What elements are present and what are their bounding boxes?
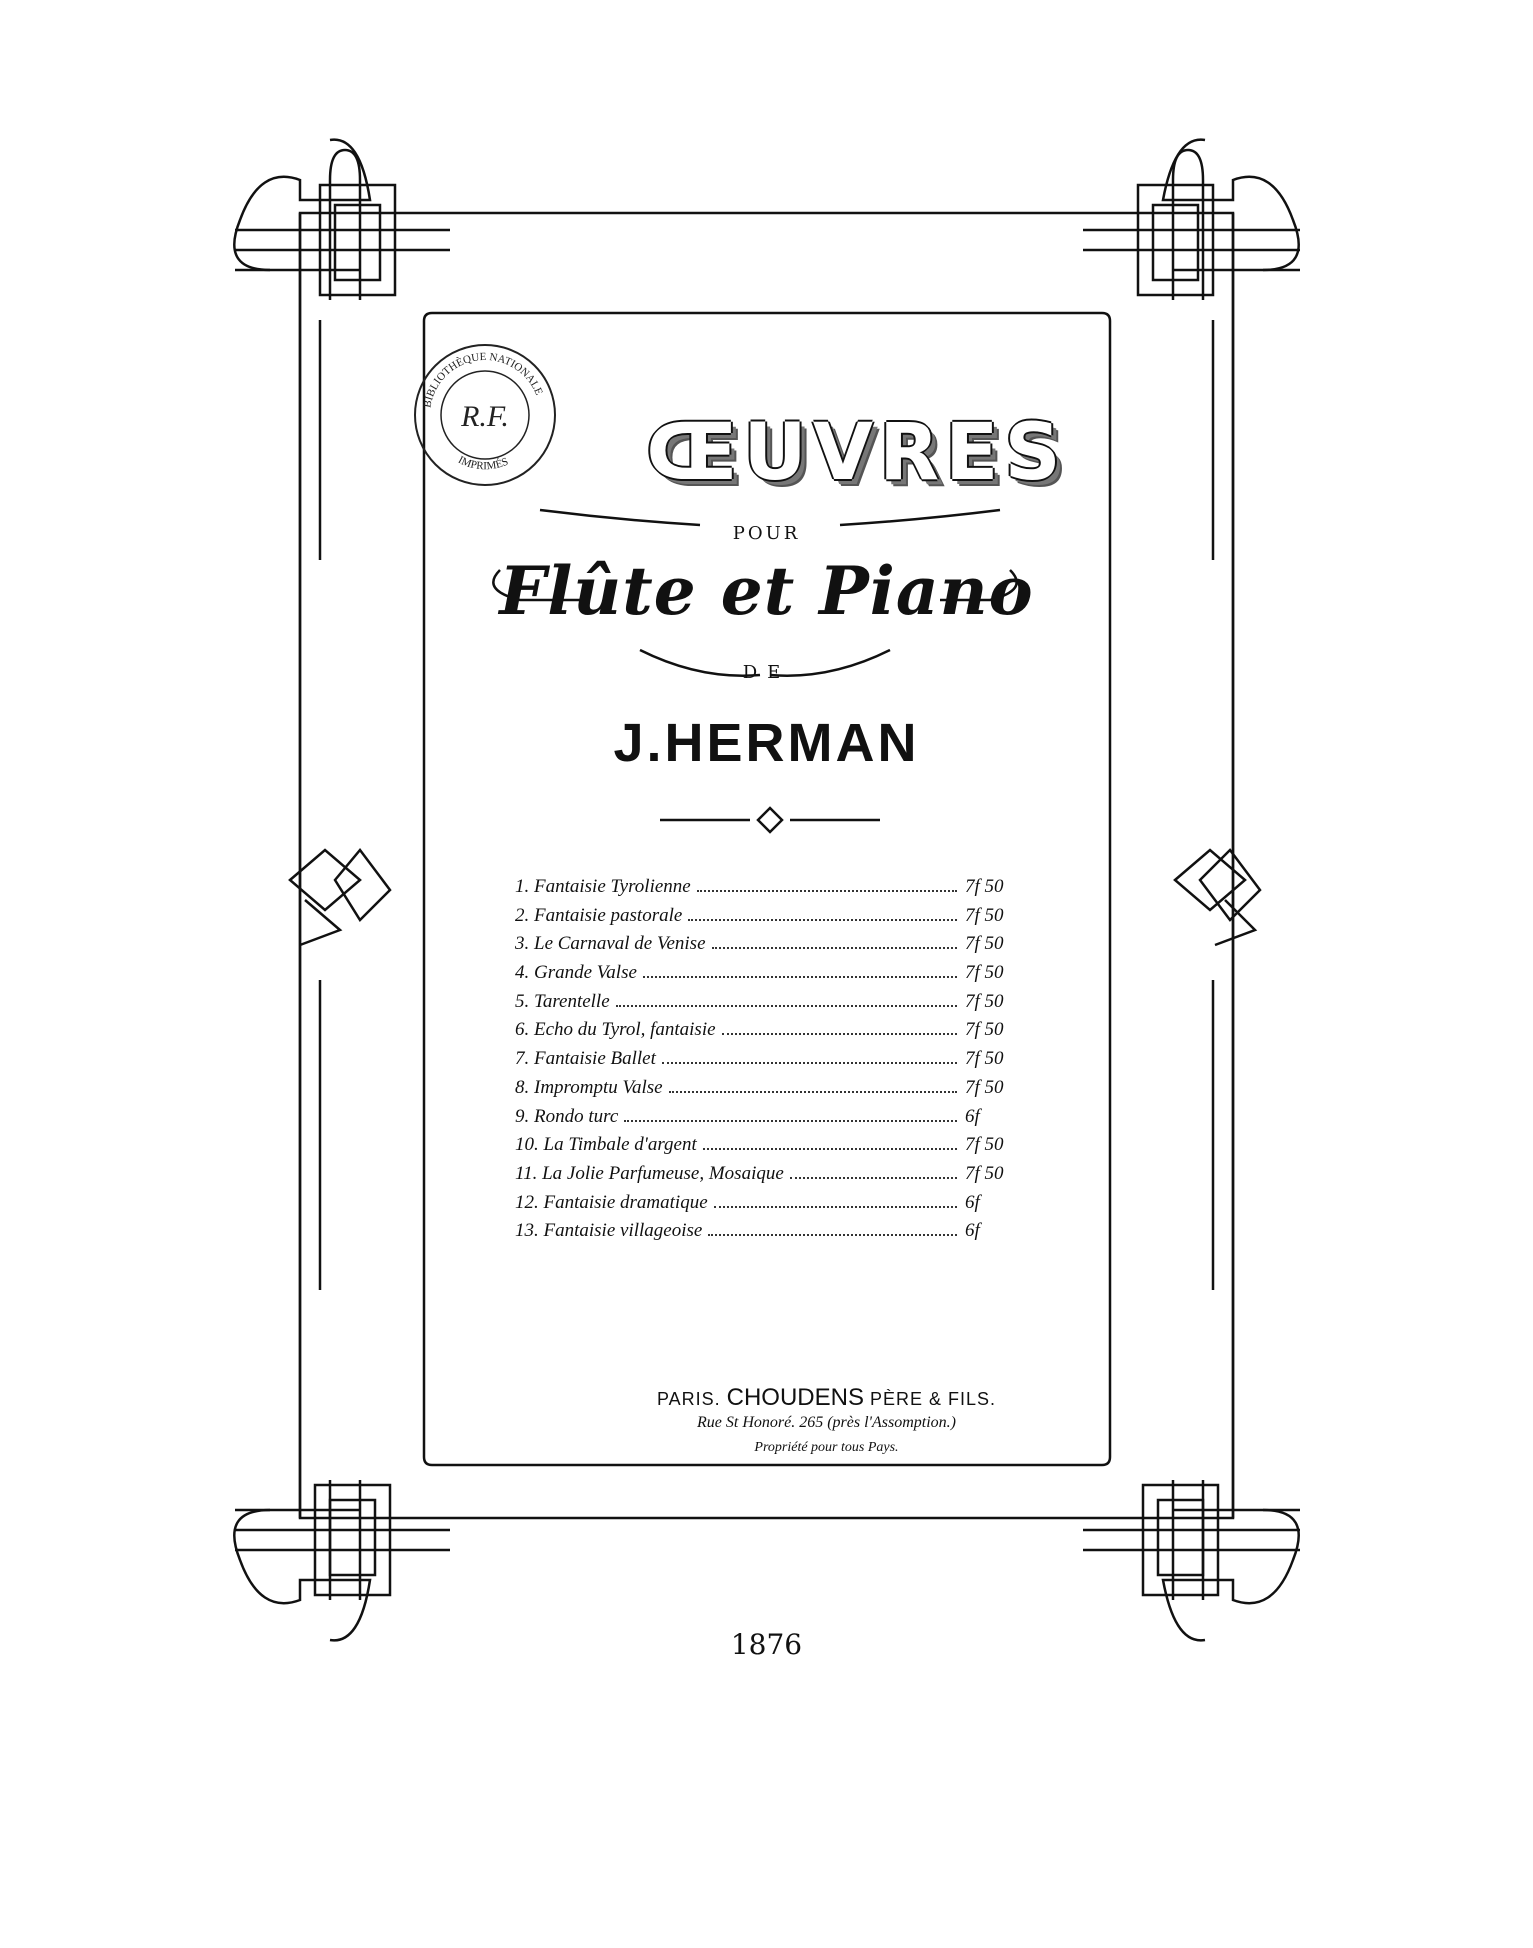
composer-name: J.HERMAN [613, 713, 920, 773]
list-item: 8. Impromptu Valse 7f 50 [515, 1076, 1004, 1098]
list-item: 5. Tarentelle 7f 50 [515, 990, 1004, 1012]
publisher-address: Rue St Honoré. 265 (près l'Assomption.) [697, 1414, 956, 1431]
list-item: 2. Fantaisie pastorale 7f 50 [515, 904, 1004, 926]
list-item: 13. Fantaisie villageoise 6f [515, 1220, 980, 1242]
list-item: 12. Fantaisie dramatique 6f [515, 1191, 980, 1213]
list-item: 6. Echo du Tyrol, fantaisie 7f 50 [515, 1019, 1004, 1041]
publisher-line [60, 1384, 1533, 1412]
title-pour: POUR [732, 523, 801, 544]
list-item: 10. La Timbale d'argent 7f 50 [515, 1134, 1004, 1156]
works-list [515, 876, 1035, 1249]
list-item: 4. Grande Valse 7f 50 [515, 962, 1004, 984]
list-item: 3. Le Carnaval de Venise 7f 50 [515, 933, 1004, 955]
list-item: 9. Rondo turc 6f [515, 1105, 980, 1127]
list-item: 7. Fantaisie Ballet 7f 50 [515, 1048, 1004, 1070]
publisher-city: PARIS. [656, 1389, 721, 1409]
publisher-name: CHOUDENS [726, 1384, 864, 1411]
list-item: 1. Fantaisie Tyrolienne 7f 50 [515, 876, 1004, 897]
publication-year: 1876 [730, 1628, 803, 1661]
publisher-suffix: PÈRE & FILS. [870, 1389, 997, 1409]
title-oeuvres: ŒUVRES [646, 408, 1067, 498]
title-instrument: Flûte et Piano [499, 552, 1034, 630]
svg-text:IMPRIMÉS: IMPRIMÉS [456, 453, 511, 473]
list-item: 11. La Jolie Parfumeuse, Mosaique 7f 50 [515, 1162, 1004, 1184]
svg-text:R.F.: R.F. [461, 400, 509, 433]
title-de: DE [742, 662, 791, 683]
rights-notice: Propriété pour tous Pays. [754, 1440, 899, 1455]
svg-text:BIBLIOTHÈQUE NATIONALE: BIBLIOTHÈQUE NATIONALE [421, 350, 545, 409]
